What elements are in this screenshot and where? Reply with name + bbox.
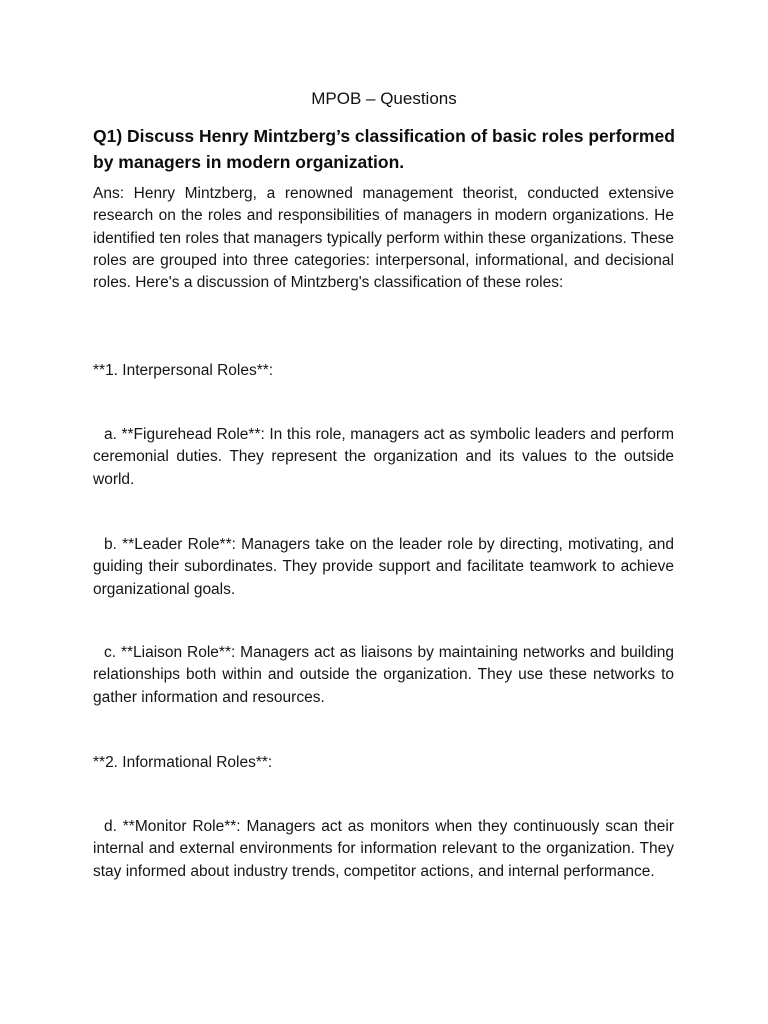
- document-title: MPOB – Questions: [311, 89, 457, 108]
- question-heading: Q1) Discuss Henry Mintzberg’s classification of basic roles performed by managers in modern organization.: [93, 126, 675, 172]
- section-heading-interpersonal: **1. Interpersonal Roles**:: [93, 362, 274, 379]
- section-heading-informational: **2. Informational Roles**:: [93, 754, 273, 771]
- leader-role-paragraph: b. **Leader Role**: Managers take on the leader role by directing, motivating, and guiding their subordinates. They provide support and facilitate teamwork to achieve organizational goals.: [93, 536, 674, 598]
- monitor-role-paragraph: d. **Monitor Role**: Managers act as monitors when they continuously scan their internal and external environments for information relevant to the organization. They stay informed about industry trends, competitor actions, and internal performance.: [93, 818, 674, 880]
- answer-intro-paragraph: Ans: Henry Mintzberg, a renowned management theorist, conducted extensive research on the roles and responsibilities of managers in modern organizations. He identified ten roles that managers typically perform within these organizations. These roles are grouped into three categories: interpersonal, informational, and decisional roles. Here's a discussion of Mintzberg's classification of these roles:: [93, 185, 674, 292]
- liaison-role-paragraph: c. **Liaison Role**: Managers act as liaisons by maintaining networks and building relationships both within and outside the organization. They use these networks to gather information and resources.: [93, 644, 674, 706]
- figurehead-role-paragraph: a. **Figurehead Role**: In this role, managers act as symbolic leaders and perform ceremonial duties. They represent the organization and its values to the outside world.: [93, 426, 674, 488]
